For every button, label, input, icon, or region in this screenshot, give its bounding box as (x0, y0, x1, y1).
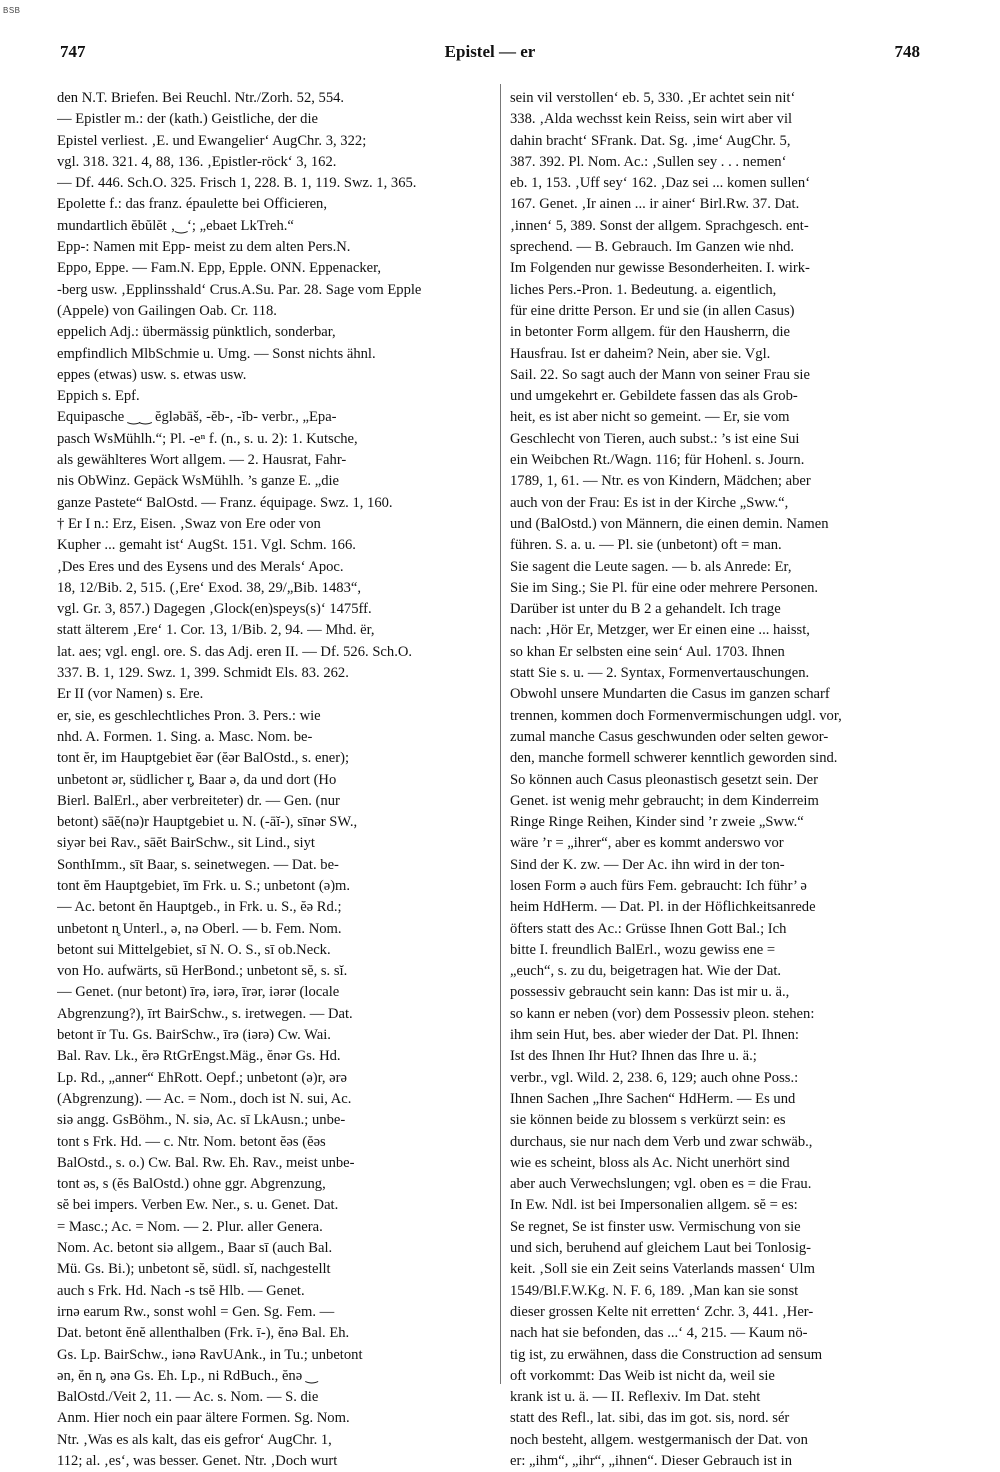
text-line: tont s Frk. Hd. — c. Ntr. Nom. betont ĕǝs (ĕǝs (57, 1133, 326, 1150)
text-line: 167. Genet. ‚Ir ainen ... ir ainer‘ Birl.Rw. 37. Dat. (510, 196, 800, 213)
running-title: Epistel — er (444, 42, 536, 61)
text-line: Bal. Rav. Lk., ĕrǝ RtGrEngst.Mäg., ĕnǝr Gs. Hd. (57, 1048, 341, 1065)
text-line: Kupher ... gemaht ist‘ AugSt. 151. Vgl. Schm. 166. (57, 537, 356, 554)
text-line: statt des Refl., lat. sibi, das im got. sis, nord. sér (510, 1410, 790, 1427)
text-line: Abgrenzung?), īrt BairSchw., s. iretwegen. — Dat. (57, 1005, 353, 1022)
page-number-right: 748 (894, 42, 920, 61)
text-line: ein Weibchen Rt./Wagn. 116; für Hohenl. s. Journ. (510, 452, 805, 469)
text-line: Gs. Lp. BairSchw., iǝnǝ RavUAnk., in Tu.; unbetont (57, 1346, 363, 1363)
text-line: betont sui Mittelgebiet, sī N. O. S., sī ob.Neck. (57, 941, 331, 958)
text-line: lat. aes; vgl. engl. ore. S. das Adj. eren II. — Df. 526. Sch.O. (57, 643, 413, 660)
text-line: BalOstd./Veit 2, 11. — Ac. s. Nom. — S. die (57, 1389, 319, 1406)
text-line: eppelich Adj.: übermässig pünktlich, sonderbar, (57, 324, 336, 341)
text-line: pasch WsMühlh.“; Pl. -eⁿ f. (n., s. u. 2): 1. Kutsche, (57, 430, 358, 447)
text-line: verbr., vgl. Wild. 2, 238. 6, 129; auch ohne Poss.: (510, 1069, 799, 1086)
text-line: Sie im Sing.; Sie Pl. für eine oder mehrere Personen. (510, 579, 819, 596)
text-line: -berg usw. ‚Epplinsshald‘ Crus.A.Su. Par. 28. Sage vom Epple (57, 281, 422, 298)
text-line: dahin bracht‘ SFrank. Dat. Sg. ‚ime‘ AugChr. 5, (510, 132, 791, 149)
text-line: Sie sagent die Leute sagen. — b. als Anrede: Er, (510, 558, 792, 575)
text-line: heit, es ist aber nicht so gemeint. — Er, sie vom (510, 409, 790, 426)
text-line: Epolette f.: das franz. épaulette bei Officieren, (57, 196, 327, 213)
text-line: Bierl. BalErl., aber verbreiteter) dr. — Gen. (nur (57, 792, 340, 809)
text-line: Sail. 22. So sagt auch der Mann von seiner Frau sie (510, 366, 810, 383)
text-line: sprechend. — B. Gebrauch. Im Ganzen wie nhd. (510, 239, 795, 256)
text-line: siǝ angg. GsBöhm., N. siǝ, Ac. sī LkAusn.; unbe- (57, 1112, 346, 1129)
text-line: Nom. Ac. betont siǝ allgem., Baar sī (auch Bal. (57, 1240, 333, 1257)
text-line: Sind der K. zw. — Der Ac. ihn wird in der ton- (510, 856, 785, 873)
text-line: er, sie, es geschlechtliches Pron. 3. Pers.: wie (57, 707, 321, 724)
right-column (510, 88, 954, 1472)
text-line: ganze Pastete“ BalOstd. — Franz. équipage. Swz. 1, 160. (57, 494, 393, 511)
text-line: und umgekehrt er. Gebildete fassen das als Grob- (510, 388, 798, 405)
text-line: führen. S. a. u. — Pl. sie (unbetont) oft = man. (510, 537, 782, 554)
text-line: betont) sāĕ(nǝ)r Hauptgebiet u. N. (-āĭ-), sīnǝr SW., (57, 814, 358, 831)
text-line: mundartlich ĕbŭlĕt ‚‿‘; „ebaet LkTreh.“ (57, 217, 294, 234)
text-line: sĕ bei impers. Verben Ew. Ner., s. u. Genet. Dat. (57, 1197, 339, 1214)
text-line: 18, 12/Bib. 2, 515. (‚Ere‘ Exod. 38, 29/„Bib. 1483“, (57, 579, 361, 596)
text-line: liches Pers.-Pron. 1. Bedeutung. a. eigentlich, (510, 281, 777, 298)
text-line: nach hat sie befonden, das ...‘ 4, 215. — Kaum nö- (510, 1325, 808, 1342)
text-line: so khan Er selbsten eine sein‘ Aul. 1703. Ihnen (510, 643, 785, 660)
text-line: Mü. Gs. Bi.); unbetont sĕ, südl. sĭ, nachgestellt (57, 1261, 331, 1278)
text-line: statt älterem ‚Ere‘ 1. Cor. 13, 1/Bib. 2, 94. — Mhd. ër, (57, 622, 375, 639)
text-line: Se regnet, Se ist finster usw. Vermischung von sie (510, 1218, 801, 1235)
text-line: aber auch Verwechslungen; vgl. oben es = die Frau. (510, 1176, 812, 1193)
text-line: Eppo, Eppe. — Fam.N. Epp, Epple. ONN. Eppenacker, (57, 260, 382, 277)
text-line: Dat. betont ĕnĕ allenthalben (Frk. ī-), ĕnǝ Bal. Eh. (57, 1325, 350, 1342)
text-line: in betonter Form allgem. für den Hausherrn, die (510, 324, 791, 341)
text-line: wäre ’r = „ihrer“, aber es kommt anderswo vor (510, 835, 784, 852)
text-line: den N.T. Briefen. Bei Reuchl. Ntr./Zorh. 52, 554. (57, 90, 345, 106)
text-line: Obwohl unsere Mundarten die Casus im ganzen scharf (510, 686, 830, 703)
text-line: heim HdHerm. — Dat. Pl. in der Höflichkeitsanrede (510, 899, 816, 916)
text-line: keit. ‚Soll sie ein Zeit seins Vaterlands massen‘ Ulm (510, 1261, 815, 1278)
text-line: 1789, 1, 61. — Ntr. es von Kindern, Mädchen; aber (510, 473, 811, 490)
text-line: „euch“, s. zu du, beigetragen hat. Wie der Dat. (510, 963, 782, 980)
text-line: 337. B. 1, 129. Swz. 1, 399. Schmidt Els. 83. 262. (57, 665, 349, 682)
text-line: durchaus, sie nur nach dem Verb und zwar schwäb., (510, 1133, 813, 1150)
text-line: unbetont n̥ Unterl., ǝ, nǝ Oberl. — b. Fem. Nom. (57, 920, 342, 937)
library-watermark: BSB (3, 6, 21, 15)
text-line: ‚innen‘ 5, 389. Sonst der allgem. Sprachgesch. ent- (510, 217, 809, 234)
text-line: oft vorkommt: Das Weib ist nicht da, weil sie (510, 1367, 775, 1384)
text-line: — Ac. betont ĕn Hauptgeb., in Frk. u. S., ĕǝ Rd.; (57, 899, 342, 916)
text-line: noch besteht, allgem. westgermanisch der Dat. von (510, 1431, 808, 1448)
text-line: eb. 1, 153. ‚Uff sey‘ 162. ‚Daz sei ... komen sullen‘ (510, 175, 811, 192)
text-line: und (BalOstd.) von Männern, die einen demin. Namen (510, 515, 829, 532)
text-line: ihm sein Hut, bes. aber wieder der Dat. Pl. Ihnen: (510, 1027, 799, 1044)
text-line: SonthImm., sīt Baar, s. seinetwegen. — Dat. be- (57, 856, 339, 873)
text-line: Ntr. ‚Was es als kalt, das eis gefror‘ AugChr. 1, (57, 1431, 332, 1448)
page-header (60, 42, 920, 66)
text-line: Anm. Hier noch ein paar ältere Formen. Sg. Nom. (57, 1410, 350, 1427)
text-line: Hausfrau. Ist er daheim? Nein, aber sie. Vgl. (510, 345, 771, 362)
text-line: Lp. Rd., „anner“ EhRott. Oepf.; unbetont (ǝ)r, ǝrǝ (57, 1069, 347, 1086)
text-line: Genet. ist wenig mehr gebraucht; in dem Kinderreim (510, 792, 819, 809)
column-divider (500, 84, 501, 1384)
text-line: nhd. A. Formen. 1. Sing. a. Masc. Nom. be- (57, 728, 313, 745)
text-line: — Genet. (nur betont) īrǝ, iǝrǝ, īrǝr, iǝrǝr (locale (57, 984, 340, 1001)
text-line: öfters statt des Ac.: Grüsse Ihnen Gott Bal.; Ich (510, 920, 787, 937)
text-line: possessiv gebraucht sein kann: Das ist mir u. ä., (510, 984, 790, 1001)
text-line: für eine dritte Person. Er und sie (in allen Casus) (510, 302, 795, 319)
text-line: als gewählteres Wort allgem. — 2. Hausrat, Fahr- (57, 452, 347, 469)
text-line: auch s Frk. Hd. Nach -s tsĕ Hlb. — Genet. (57, 1282, 305, 1299)
text-line: BalOstd., s. o.) Cw. Bal. Rw. Eh. Rav., meist unbe- (57, 1154, 355, 1171)
text-line: ǝn, ĕn n̥, ǝnǝ Gs. Eh. Lp., ni RdBuch., ĕnǝ ‿ (57, 1367, 318, 1384)
text-line: In Ew. Ndl. ist bei Impersonalien allgem. sĕ = es: (510, 1197, 798, 1214)
left-column (57, 88, 501, 1472)
text-line: Ist des Ihnen Ihr Hut? Ihnen das Ihre u. ä.; (510, 1048, 757, 1065)
text-line: Ringe Ringe Reihen, Kinder sind ’r zweie „Sww.“ (510, 814, 804, 831)
text-line: vgl. Gr. 3, 857.) Dagegen ‚Glock(en)speys(s)‘ 1475ff. (57, 601, 372, 618)
text-line: † Er I n.: Erz, Eisen. ‚Swaz von Ere oder von (57, 515, 321, 532)
text-line: den, manche formell schwerer kenntlich geworden sind. (510, 750, 838, 767)
text-line: krank ist u. ä. — II. Reflexiv. Im Dat. steht (510, 1389, 761, 1406)
text-line: tont ǝs, s (ĕs BalOstd.) ohne ggr. Abgrenzung, (57, 1176, 326, 1193)
text-line: vgl. 318. 321. 4, 88, 136. ‚Epistler-röck‘ 3, 162. (57, 153, 337, 170)
text-line: ‚Des Eres und des Eysens und des Merals‘ Apoc. (57, 558, 344, 575)
text-line: irnǝ earum Rw., sonst wohl = Gen. Sg. Fem. — (57, 1303, 335, 1320)
text-line: eppes (etwas) usw. s. etwas usw. (57, 366, 247, 383)
text-line: wie es scheint, bloss als Ac. Nicht unerhört sind (510, 1154, 790, 1171)
text-line: Equipasche ‿‿ ĕglǝbāš, -ĕb-, -ĭb- verbr., „Epa- (57, 409, 337, 426)
text-line: er: „ihm“, „ihr“, „ihnen“. Dieser Gebrauch ist in (510, 1453, 793, 1469)
text-line: 1549/Bl.F.W.Kg. N. F. 6, 189. ‚Man kan sie sonst (510, 1282, 799, 1299)
text-line: nach: ‚Hör Er, Metzger, wer Er einen eine ... haisst, (510, 622, 810, 639)
text-line: = Masc.; Ac. = Nom. — 2. Plur. aller Genera. (57, 1218, 323, 1235)
text-line: 338. ‚Alda wechsst kein Reiss, sein wirt aber vil (510, 111, 793, 128)
text-line: tont ĕm Hauptgebiet, īm Frk. u. S.; unbetont (ǝ)m. (57, 877, 351, 894)
text-line: tont ĕr, im Hauptgebiet ĕǝr (ĕǝr BalOstd., s. ener); (57, 750, 349, 767)
text-line: (Abgrenzung). — Ac. = Nom., doch ist N. sui, Ac. (57, 1090, 352, 1107)
text-line: sie können beide zu blossem s verkürzt sein: es (510, 1112, 786, 1129)
text-line: — Epistler m.: der (kath.) Geistliche, der die (57, 111, 318, 128)
text-line: betont īr Tu. Gs. BairSchw., īrǝ (iǝrǝ) Cw. Wai. (57, 1027, 331, 1044)
text-line: empfindlich MlbSchmie u. Umg. — Sonst nichts ähnl. (57, 345, 376, 362)
text-line: — Df. 446. Sch.O. 325. Frisch 1, 228. B. 1, 119. Swz. 1, 365. (57, 175, 417, 192)
text-line: und sich, beruhend auf gleichem Laut bei Tonlosig- (510, 1240, 812, 1257)
text-line: sein vil verstollen‘ eb. 5, 330. ‚Er achtet sein nit‘ (510, 90, 796, 106)
text-line: Epistel verliest. ‚E. und Ewangelier‘ AugChr. 3, 322; (57, 132, 367, 149)
text-line: So können auch Casus pleonastisch gesetzt sein. Der (510, 771, 819, 788)
text-line: Geschlecht von Tieren, auch subst.: ’s ist eine Sui (510, 430, 800, 447)
text-line: dieser grossen Kelte nit erretten‘ Zchr. 3, 441. ‚Her- (510, 1303, 814, 1320)
text-line: siyǝr bei Rav., sāĕt BairSchw., sit Lind., siyt (57, 835, 315, 852)
page-number-left: 747 (60, 42, 86, 61)
text-line: zumal manche Casus geschwunden oder selten gewor- (510, 728, 829, 745)
text-line: 112; al. ‚es‘, was besser. Genet. Ntr. ‚Doch wurt (57, 1453, 338, 1469)
text-line: tig ist, zu erwähnen, dass die Construction ad sensum (510, 1346, 823, 1363)
text-line: nis ObWinz. Gepäck WsMühlh. ’s ganze E. „die (57, 473, 340, 490)
text-line: 387. 392. Pl. Nom. Ac.: ‚Sullen sey . . . nemen‘ (510, 153, 787, 170)
text-line: auch von der Frau: Es ist in der Kirche „Sww.“, (510, 494, 789, 511)
text-line: Ihnen Sachen „Ihre Sachen“ HdHerm. — Es und (510, 1090, 796, 1107)
text-line: von Ho. aufwärts, sū HerBond.; unbetont sĕ, s. sĭ. (57, 963, 348, 980)
text-line: (Appele) von Gailingen Oab. Cr. 118. (57, 302, 277, 319)
text-line: Epp-: Namen mit Epp- meist zu dem alten Pers.N. (57, 239, 351, 256)
text-line: so kann er neben (vor) dem Possessiv pleon. stehen: (510, 1005, 815, 1022)
text-line: losen Form ǝ auch fürs Fem. gebraucht: Ich führ’ ǝ (510, 877, 807, 894)
text-line: Im Folgenden nur gewisse Besonderheiten. I. wirk- (510, 260, 810, 277)
text-line: Darüber ist unter du B 2 a gehandelt. Ich trage (510, 601, 781, 618)
text-line: bitte I. freundlich BalErl., wozu gewiss ene = (510, 941, 776, 958)
text-line: statt Sie s. u. — 2. Syntax, Formenvertauschungen. (510, 665, 810, 682)
text-line: trennen, kommen doch Formenvermischungen udgl. vor, (510, 707, 842, 724)
text-line: Eppich s. Epf. (57, 388, 140, 405)
text-line: Er II (vor Namen) s. Ere. (57, 686, 204, 703)
text-line: unbetont ǝr, südlicher r̥, Baar ǝ, da und dort (Ho (57, 771, 337, 788)
